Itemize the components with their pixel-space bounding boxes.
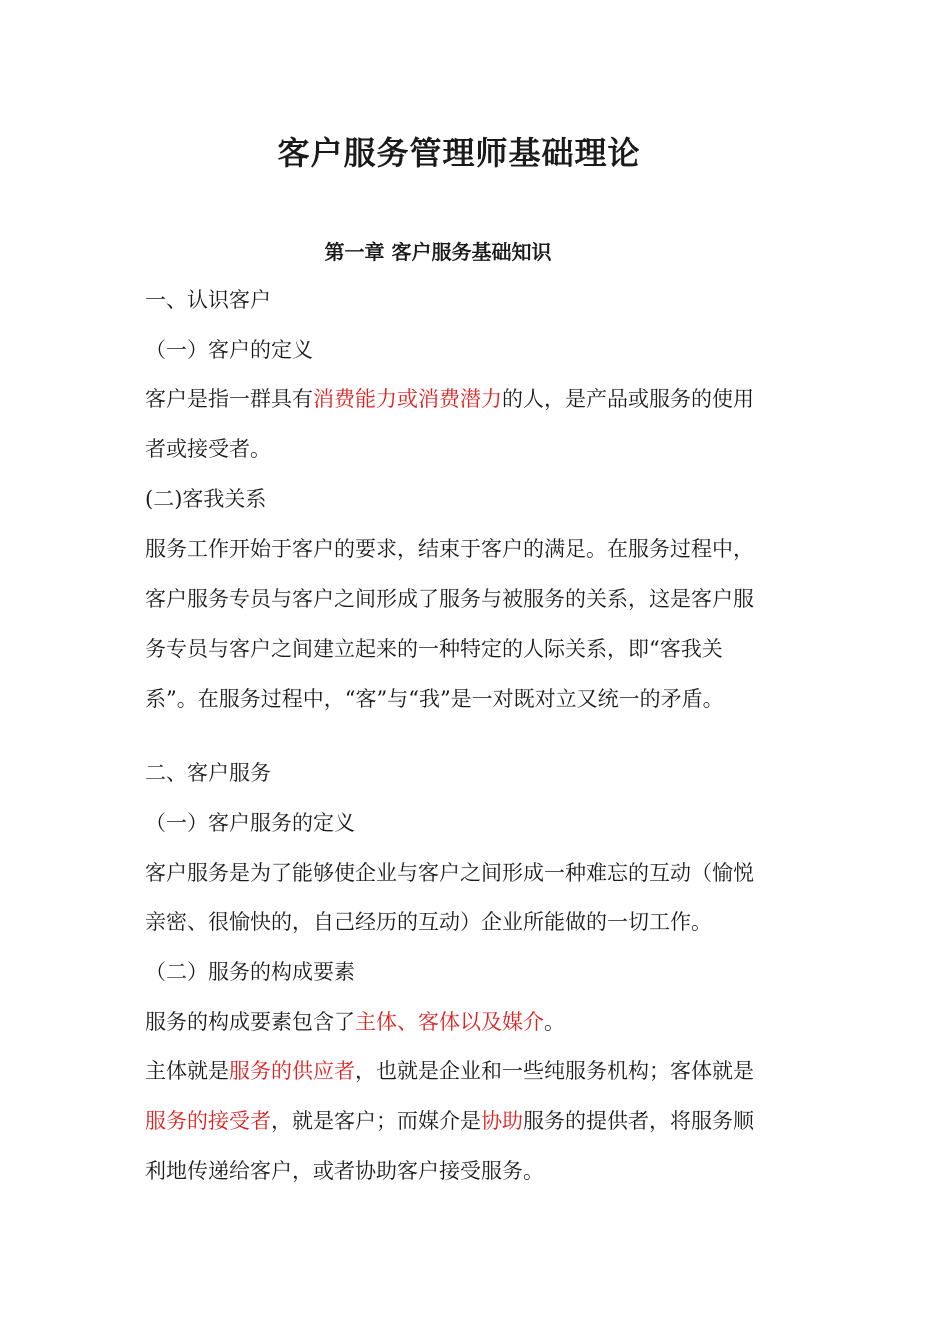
highlighted-text: 服务的接受者: [145, 1109, 271, 1133]
subsection-heading: （一）客户服务的定义: [145, 811, 355, 835]
highlighted-text: 消费能力或消费潜力: [313, 387, 502, 411]
text-span: 服务的构成要素包含了: [145, 1010, 355, 1034]
text-span: 服务的提供者，将服务顺: [523, 1109, 754, 1133]
text-span: ，就是客户；而媒介是: [271, 1109, 481, 1133]
subsection-heading: （二）服务的构成要素: [145, 960, 355, 984]
paragraph-line: 服务工作开始于客户的要求，结束于客户的满足。在服务过程中，: [145, 537, 754, 561]
document-title: 客户服务管理师基础理论: [277, 134, 641, 172]
paragraph-line: [145, 1007, 565, 1037]
highlighted-text: 主体、客体以及媒介: [355, 1010, 544, 1034]
paragraph-line: [145, 1056, 754, 1086]
subsection-heading: (二)客我关系: [145, 487, 267, 511]
paragraph-line: 者或接受者。: [145, 437, 271, 461]
text-span: 的人，是产品或服务的使用: [502, 387, 754, 411]
subsection-heading: （一）客户的定义: [145, 338, 313, 362]
text-span: 主体就是: [145, 1059, 229, 1083]
paragraph-line: 客户服务专员与客户之间形成了服务与被服务的关系，这是客户服: [145, 587, 754, 611]
paragraph-line: 亲密、很愉快的，自己经历的互动）企业所能做的一切工作。: [145, 910, 712, 934]
highlighted-text: 服务的供应者: [229, 1059, 355, 1083]
text-span: 客户是指一群具有: [145, 387, 313, 411]
chapter-heading: 第一章 客户服务基础知识: [324, 240, 552, 264]
paragraph-line: 务专员与客户之间建立起来的一种特定的人际关系，即“客我关: [145, 637, 723, 661]
paragraph-line: [145, 1106, 754, 1136]
paragraph-line: [145, 384, 754, 414]
text-span: 。: [544, 1010, 565, 1034]
highlighted-text: 协助: [481, 1109, 523, 1133]
section-heading: 二、客户服务: [145, 761, 271, 785]
text-span: ，也就是企业和一些纯服务机构；客体就是: [355, 1059, 754, 1083]
paragraph-line: 利地传递给客户，或者协助客户接受服务。: [145, 1159, 544, 1183]
paragraph-line: 客户服务是为了能够使企业与客户之间形成一种难忘的互动（愉悦: [145, 861, 754, 885]
section-heading: 一、认识客户: [145, 288, 271, 312]
paragraph-line: 系”。在服务过程中，“客”与“我”是一对既对立又统一的矛盾。: [145, 687, 724, 711]
